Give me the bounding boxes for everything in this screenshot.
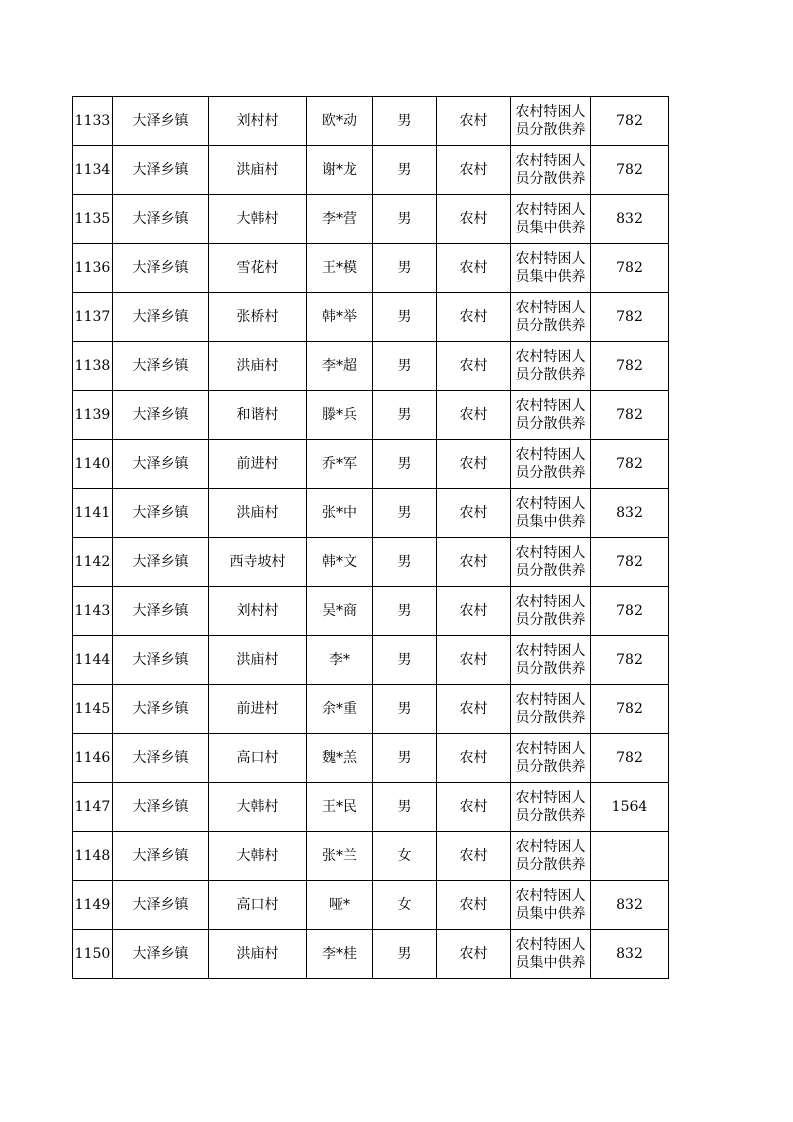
household-type-cell: 农村 — [437, 342, 511, 391]
gender-cell: 男 — [373, 930, 437, 979]
household-type-cell: 农村 — [437, 832, 511, 881]
table-row — [73, 391, 669, 440]
household-type-cell: 农村 — [437, 734, 511, 783]
name-cell: 王*民 — [307, 783, 373, 832]
category-line: 员集中供养 — [515, 955, 586, 971]
table-row — [73, 244, 669, 293]
town-cell: 大泽乡镇 — [113, 538, 209, 587]
category-cell — [511, 930, 591, 979]
town-cell: 大泽乡镇 — [113, 440, 209, 489]
category-line: 农村特困人 — [515, 937, 586, 953]
category-line: 农村特困人 — [515, 594, 586, 610]
amount-cell: 832 — [591, 930, 669, 979]
category-line: 农村特困人 — [515, 496, 586, 512]
gender-cell: 男 — [373, 636, 437, 685]
serial-number-cell: 1147 — [73, 783, 113, 832]
amount-cell: 782 — [591, 587, 669, 636]
village-cell: 前进村 — [209, 685, 307, 734]
household-type-cell: 农村 — [437, 146, 511, 195]
table-row — [73, 881, 669, 930]
gender-cell: 男 — [373, 391, 437, 440]
name-cell: 李*桂 — [307, 930, 373, 979]
serial-number-cell: 1144 — [73, 636, 113, 685]
category-cell — [511, 342, 591, 391]
household-type-cell: 农村 — [437, 391, 511, 440]
town-cell: 大泽乡镇 — [113, 146, 209, 195]
serial-number-cell: 1150 — [73, 930, 113, 979]
town-cell: 大泽乡镇 — [113, 587, 209, 636]
category-line: 农村特困人 — [515, 398, 586, 414]
town-cell: 大泽乡镇 — [113, 930, 209, 979]
gender-cell: 男 — [373, 195, 437, 244]
name-cell: 滕*兵 — [307, 391, 373, 440]
village-cell: 西寺坡村 — [209, 538, 307, 587]
village-cell: 洪庙村 — [209, 930, 307, 979]
category-cell — [511, 440, 591, 489]
category-cell — [511, 97, 591, 146]
category-line: 员集中供养 — [515, 220, 586, 236]
amount-cell: 782 — [591, 293, 669, 342]
category-line: 员分散供养 — [515, 857, 586, 873]
town-cell: 大泽乡镇 — [113, 97, 209, 146]
category-line: 农村特困人 — [515, 300, 586, 316]
table-row — [73, 440, 669, 489]
amount-cell — [591, 832, 669, 881]
name-cell: 谢*龙 — [307, 146, 373, 195]
town-cell: 大泽乡镇 — [113, 342, 209, 391]
village-cell: 洪庙村 — [209, 146, 307, 195]
serial-number-cell: 1148 — [73, 832, 113, 881]
category-line: 员分散供养 — [515, 759, 586, 775]
table-row — [73, 489, 669, 538]
category-cell — [511, 538, 591, 587]
serial-number-cell: 1141 — [73, 489, 113, 538]
amount-cell: 782 — [591, 734, 669, 783]
category-line: 员分散供养 — [515, 808, 586, 824]
amount-cell: 832 — [591, 489, 669, 538]
household-type-cell: 农村 — [437, 783, 511, 832]
household-type-cell: 农村 — [437, 293, 511, 342]
category-cell — [511, 636, 591, 685]
category-line: 员集中供养 — [515, 906, 586, 922]
category-line: 员分散供养 — [515, 122, 586, 138]
serial-number-cell: 1134 — [73, 146, 113, 195]
name-cell: 张*中 — [307, 489, 373, 538]
category-line: 员分散供养 — [515, 563, 586, 579]
household-type-cell: 农村 — [437, 636, 511, 685]
gender-cell: 男 — [373, 146, 437, 195]
gender-cell: 男 — [373, 489, 437, 538]
gender-cell: 女 — [373, 832, 437, 881]
table-row — [73, 538, 669, 587]
serial-number-cell: 1143 — [73, 587, 113, 636]
village-cell: 洪庙村 — [209, 489, 307, 538]
category-line: 农村特困人 — [515, 643, 586, 659]
category-cell — [511, 293, 591, 342]
category-cell — [511, 783, 591, 832]
household-type-cell: 农村 — [437, 195, 511, 244]
village-cell: 洪庙村 — [209, 342, 307, 391]
name-cell: 王*模 — [307, 244, 373, 293]
town-cell: 大泽乡镇 — [113, 685, 209, 734]
name-cell: 欧*动 — [307, 97, 373, 146]
category-line: 员分散供养 — [515, 661, 586, 677]
amount-cell: 782 — [591, 97, 669, 146]
category-line: 农村特困人 — [515, 888, 586, 904]
name-cell: 李*营 — [307, 195, 373, 244]
town-cell: 大泽乡镇 — [113, 734, 209, 783]
household-type-cell: 农村 — [437, 244, 511, 293]
serial-number-cell: 1137 — [73, 293, 113, 342]
amount-cell: 832 — [591, 881, 669, 930]
village-cell: 高口村 — [209, 881, 307, 930]
category-line: 员分散供养 — [515, 367, 586, 383]
serial-number-cell: 1146 — [73, 734, 113, 783]
name-cell: 魏*羔 — [307, 734, 373, 783]
table-row — [73, 587, 669, 636]
category-line: 农村特困人 — [515, 251, 586, 267]
amount-cell: 782 — [591, 685, 669, 734]
serial-number-cell: 1145 — [73, 685, 113, 734]
category-line: 农村特困人 — [515, 349, 586, 365]
gender-cell: 男 — [373, 293, 437, 342]
table-row — [73, 636, 669, 685]
category-cell — [511, 489, 591, 538]
gender-cell: 男 — [373, 538, 437, 587]
village-cell: 大韩村 — [209, 195, 307, 244]
town-cell: 大泽乡镇 — [113, 489, 209, 538]
town-cell: 大泽乡镇 — [113, 636, 209, 685]
category-cell — [511, 685, 591, 734]
category-line: 员集中供养 — [515, 269, 586, 285]
village-cell: 前进村 — [209, 440, 307, 489]
serial-number-cell: 1149 — [73, 881, 113, 930]
village-cell: 大韩村 — [209, 832, 307, 881]
table-row — [73, 342, 669, 391]
household-type-cell: 农村 — [437, 489, 511, 538]
name-cell: 张*兰 — [307, 832, 373, 881]
village-cell: 洪庙村 — [209, 636, 307, 685]
name-cell: 乔*军 — [307, 440, 373, 489]
amount-cell: 1564 — [591, 783, 669, 832]
category-line: 员分散供养 — [515, 612, 586, 628]
table-row — [73, 685, 669, 734]
name-cell: 李* — [307, 636, 373, 685]
amount-cell: 782 — [591, 244, 669, 293]
gender-cell: 男 — [373, 685, 437, 734]
category-line: 员分散供养 — [515, 416, 586, 432]
village-cell: 高口村 — [209, 734, 307, 783]
town-cell: 大泽乡镇 — [113, 783, 209, 832]
amount-cell: 782 — [591, 440, 669, 489]
table-row — [73, 783, 669, 832]
name-cell: 余*重 — [307, 685, 373, 734]
category-line: 员分散供养 — [515, 710, 586, 726]
name-cell: 哑* — [307, 881, 373, 930]
gender-cell: 男 — [373, 97, 437, 146]
serial-number-cell: 1138 — [73, 342, 113, 391]
category-line: 农村特困人 — [515, 104, 586, 120]
category-line: 农村特困人 — [515, 839, 586, 855]
category-cell — [511, 734, 591, 783]
village-cell: 刘村村 — [209, 587, 307, 636]
village-cell: 雪花村 — [209, 244, 307, 293]
amount-cell: 832 — [591, 195, 669, 244]
category-line: 农村特困人 — [515, 741, 586, 757]
serial-number-cell: 1140 — [73, 440, 113, 489]
town-cell: 大泽乡镇 — [113, 832, 209, 881]
category-line: 员分散供养 — [515, 465, 586, 481]
serial-number-cell: 1133 — [73, 97, 113, 146]
household-type-cell: 农村 — [437, 538, 511, 587]
village-cell: 大韩村 — [209, 783, 307, 832]
category-line: 员集中供养 — [515, 514, 586, 530]
amount-cell: 782 — [591, 146, 669, 195]
gender-cell: 男 — [373, 734, 437, 783]
name-cell: 吴*商 — [307, 587, 373, 636]
category-cell — [511, 195, 591, 244]
amount-cell: 782 — [591, 342, 669, 391]
household-type-cell: 农村 — [437, 97, 511, 146]
amount-cell: 782 — [591, 391, 669, 440]
roster-body — [73, 97, 669, 979]
table-row — [73, 832, 669, 881]
category-line: 员分散供养 — [515, 318, 586, 334]
category-cell — [511, 146, 591, 195]
category-cell — [511, 832, 591, 881]
gender-cell: 男 — [373, 342, 437, 391]
table-row — [73, 930, 669, 979]
village-cell: 张桥村 — [209, 293, 307, 342]
gender-cell: 男 — [373, 783, 437, 832]
amount-cell: 782 — [591, 636, 669, 685]
name-cell: 李*超 — [307, 342, 373, 391]
gender-cell: 男 — [373, 440, 437, 489]
serial-number-cell: 1139 — [73, 391, 113, 440]
village-cell: 和谐村 — [209, 391, 307, 440]
table-row — [73, 293, 669, 342]
category-line: 农村特困人 — [515, 447, 586, 463]
town-cell: 大泽乡镇 — [113, 195, 209, 244]
category-cell — [511, 587, 591, 636]
amount-cell: 782 — [591, 538, 669, 587]
name-cell: 韩*文 — [307, 538, 373, 587]
roster-table — [72, 96, 669, 979]
gender-cell: 男 — [373, 587, 437, 636]
table-row — [73, 146, 669, 195]
table-row — [73, 195, 669, 244]
category-cell — [511, 244, 591, 293]
category-line: 农村特困人 — [515, 692, 586, 708]
serial-number-cell: 1142 — [73, 538, 113, 587]
town-cell: 大泽乡镇 — [113, 293, 209, 342]
category-line: 员分散供养 — [515, 171, 586, 187]
category-cell — [511, 391, 591, 440]
household-type-cell: 农村 — [437, 587, 511, 636]
village-cell: 刘村村 — [209, 97, 307, 146]
household-type-cell: 农村 — [437, 440, 511, 489]
gender-cell: 女 — [373, 881, 437, 930]
name-cell: 韩*举 — [307, 293, 373, 342]
category-line: 农村特困人 — [515, 202, 586, 218]
household-type-cell: 农村 — [437, 930, 511, 979]
category-cell — [511, 881, 591, 930]
category-line: 农村特困人 — [515, 545, 586, 561]
town-cell: 大泽乡镇 — [113, 881, 209, 930]
category-line: 农村特困人 — [515, 790, 586, 806]
household-type-cell: 农村 — [437, 881, 511, 930]
gender-cell: 男 — [373, 244, 437, 293]
household-type-cell: 农村 — [437, 685, 511, 734]
serial-number-cell: 1136 — [73, 244, 113, 293]
category-line: 农村特困人 — [515, 153, 586, 169]
town-cell: 大泽乡镇 — [113, 391, 209, 440]
serial-number-cell: 1135 — [73, 195, 113, 244]
table-row — [73, 734, 669, 783]
town-cell: 大泽乡镇 — [113, 244, 209, 293]
table-row — [73, 97, 669, 146]
